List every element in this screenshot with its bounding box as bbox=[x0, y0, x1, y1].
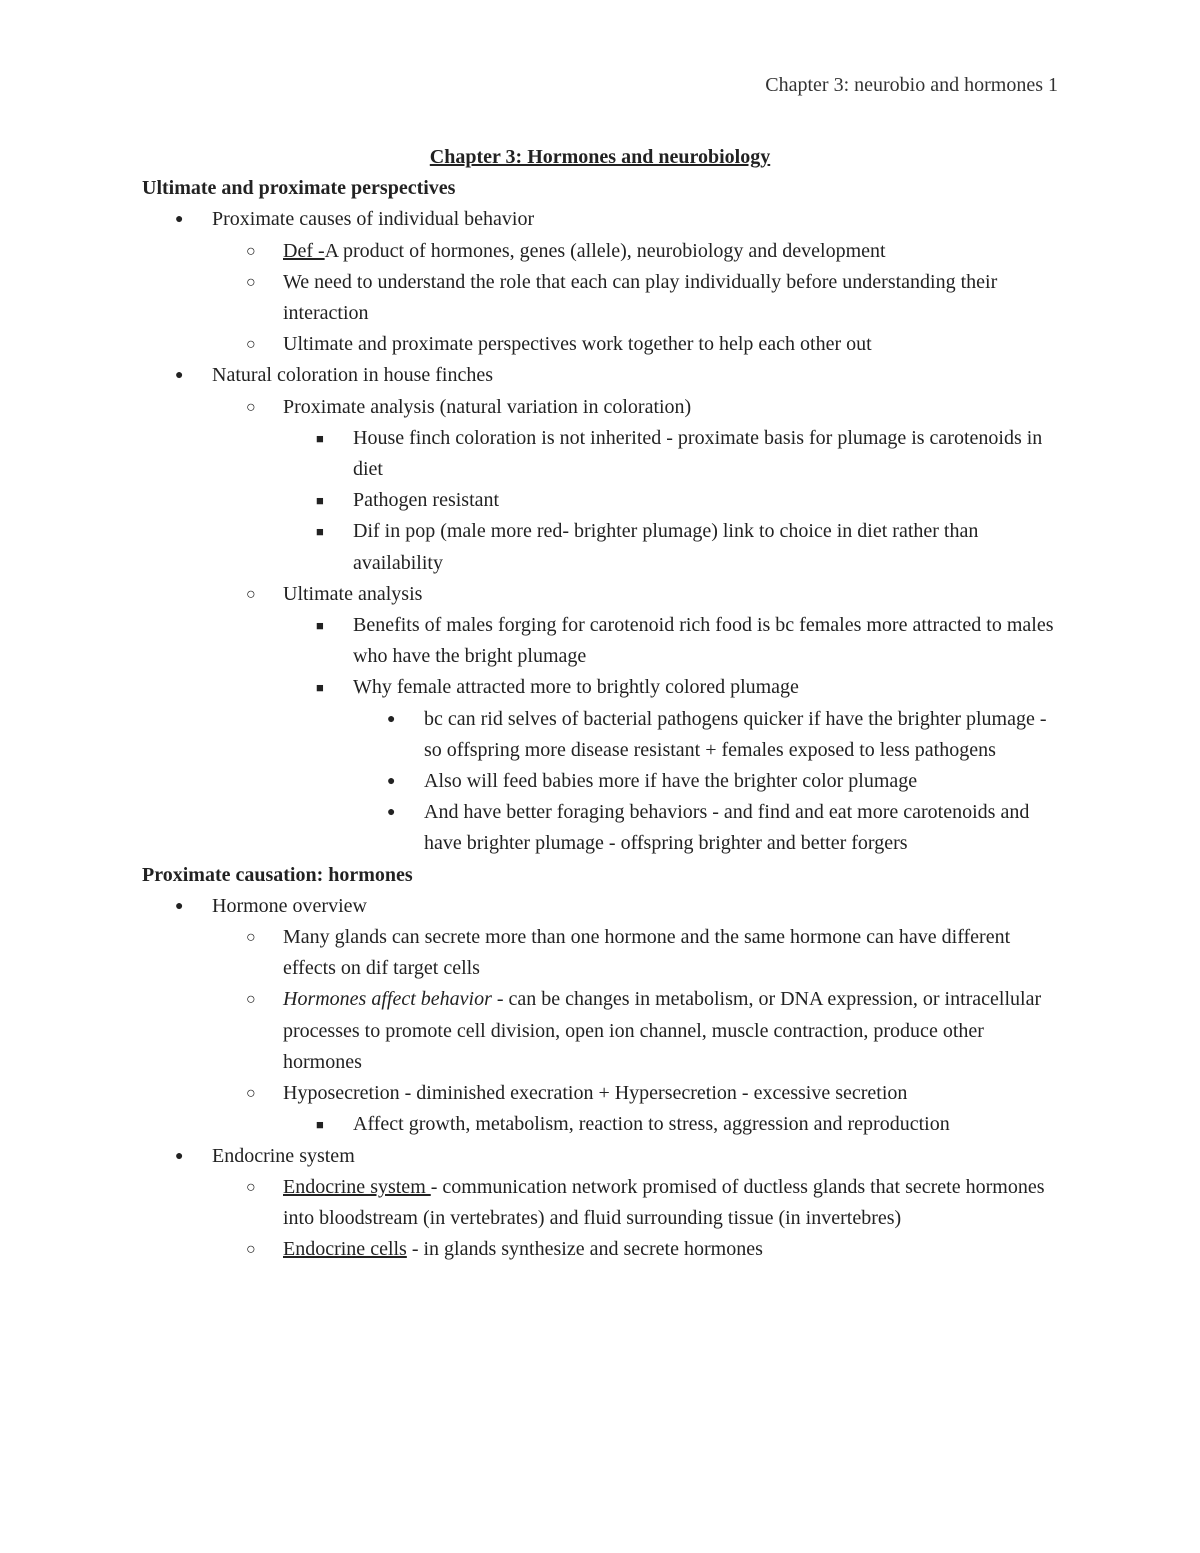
list-item: ○ Hormones affect behavior - can be changes in metabolism, or DNA expression, or intracellular processes to promote cell division, open ion channel, muscle contraction, produce other hormones bbox=[142, 984, 1058, 1078]
list-item: ○ Hyposecretion - diminished execration + Hypersecretion - excessive secretion bbox=[142, 1078, 1058, 1109]
bullet-dot-icon: ● bbox=[175, 368, 184, 384]
bullet-circle-icon: ○ bbox=[246, 585, 256, 603]
list-item: ○ Ultimate analysis bbox=[142, 579, 1058, 610]
bullet-square-icon: ■ bbox=[316, 524, 324, 540]
underlined-term: Endocrine system bbox=[283, 1175, 431, 1198]
bullet-dot-icon: ● bbox=[387, 711, 396, 727]
bullet-circle-icon: ○ bbox=[246, 1178, 256, 1196]
list-item: ○ Endocrine cells - in glands synthesize and secrete hormones bbox=[142, 1234, 1058, 1265]
list-item: ○ Proximate analysis (natural variation in coloration) bbox=[142, 392, 1058, 423]
bullet-dot-icon: ● bbox=[175, 1148, 184, 1164]
list-item: ● Proximate causes of individual behavior bbox=[142, 204, 1058, 235]
document-title: Chapter 3: Hormones and neurobiology bbox=[429, 146, 771, 168]
definition-label: Def - bbox=[283, 239, 325, 262]
list-item: ■ Why female attracted more to brightly colored plumage bbox=[142, 672, 1058, 703]
bullet-circle-icon: ○ bbox=[246, 929, 256, 947]
list-item: ○ Many glands can secrete more than one hormone and the same hormone can have different effects on dif target cells bbox=[142, 922, 1058, 984]
list-item: ○ Def -A product of hormones, genes (allele), neurobiology and development bbox=[142, 236, 1058, 267]
underlined-term: Endocrine cells bbox=[283, 1238, 407, 1261]
bullet-dot-icon: ● bbox=[175, 898, 184, 914]
bullet-square-icon: ■ bbox=[316, 680, 324, 696]
bullet-circle-icon: ○ bbox=[246, 273, 256, 291]
list-item: ● bc can rid selves of bacterial pathogens quicker if have the brighter plumage - so offspring more disease resistant + females exposed to less pathogens bbox=[142, 704, 1058, 766]
bullet-square-icon: ■ bbox=[316, 430, 324, 446]
list-item: ○ Ultimate and proximate perspectives work together to help each other out bbox=[142, 329, 1058, 360]
bullet-circle-icon: ○ bbox=[246, 242, 256, 260]
running-header: Chapter 3: neurobio and hormones 1 bbox=[765, 74, 1058, 96]
list-item: ○ Endocrine system - communication network promised of ductless glands that secrete hormones into bloodstream (in vertebrates) and fluid surrounding tissue (in invertebres) bbox=[142, 1172, 1058, 1234]
list-item: ■ Affect growth, metabolism, reaction to stress, aggression and reproduction bbox=[142, 1109, 1058, 1140]
list-item: ○ We need to understand the role that each can play individually before understanding their interaction bbox=[142, 267, 1058, 329]
bullet-circle-icon: ○ bbox=[246, 398, 256, 416]
bullet-square-icon: ■ bbox=[316, 618, 324, 634]
section-heading: Ultimate and proximate perspectives bbox=[142, 177, 456, 200]
bullet-circle-icon: ○ bbox=[246, 336, 256, 354]
bullet-dot-icon: ● bbox=[175, 212, 184, 228]
bullet-dot-icon: ● bbox=[387, 774, 396, 790]
bullet-square-icon: ■ bbox=[316, 1117, 324, 1133]
list-item: ● Hormone overview bbox=[142, 891, 1058, 922]
section-heading: Proximate causation: hormones bbox=[142, 863, 413, 886]
list-item: ■ Dif in pop (male more red- brighter plumage) link to choice in diet rather than availability bbox=[142, 516, 1058, 578]
list-item: ● And have better foraging behaviors - and find and eat more carotenoids and have brighter plumage - offspring brighter and better forgers bbox=[142, 797, 1058, 859]
bullet-square-icon: ■ bbox=[316, 493, 324, 509]
list-item: ■ Pathogen resistant bbox=[142, 485, 1058, 516]
bullet-dot-icon: ● bbox=[387, 805, 396, 821]
bullet-circle-icon: ○ bbox=[246, 1085, 256, 1103]
list-item: ● Also will feed babies more if have the brighter color plumage bbox=[142, 766, 1058, 797]
document-body bbox=[142, 142, 1058, 1265]
bullet-circle-icon: ○ bbox=[246, 991, 256, 1009]
list-item: ■ Benefits of males forging for carotenoid rich food is bc females more attracted to males who have the bright plumage bbox=[142, 610, 1058, 672]
list-item: ● Endocrine system bbox=[142, 1141, 1058, 1172]
bullet-circle-icon: ○ bbox=[246, 1241, 256, 1259]
italic-term: Hormones affect behavior bbox=[283, 988, 492, 1011]
list-item: ● Natural coloration in house finches bbox=[142, 360, 1058, 391]
list-item: ■ House finch coloration is not inherited - proximate basis for plumage is carotenoids in diet bbox=[142, 423, 1058, 485]
